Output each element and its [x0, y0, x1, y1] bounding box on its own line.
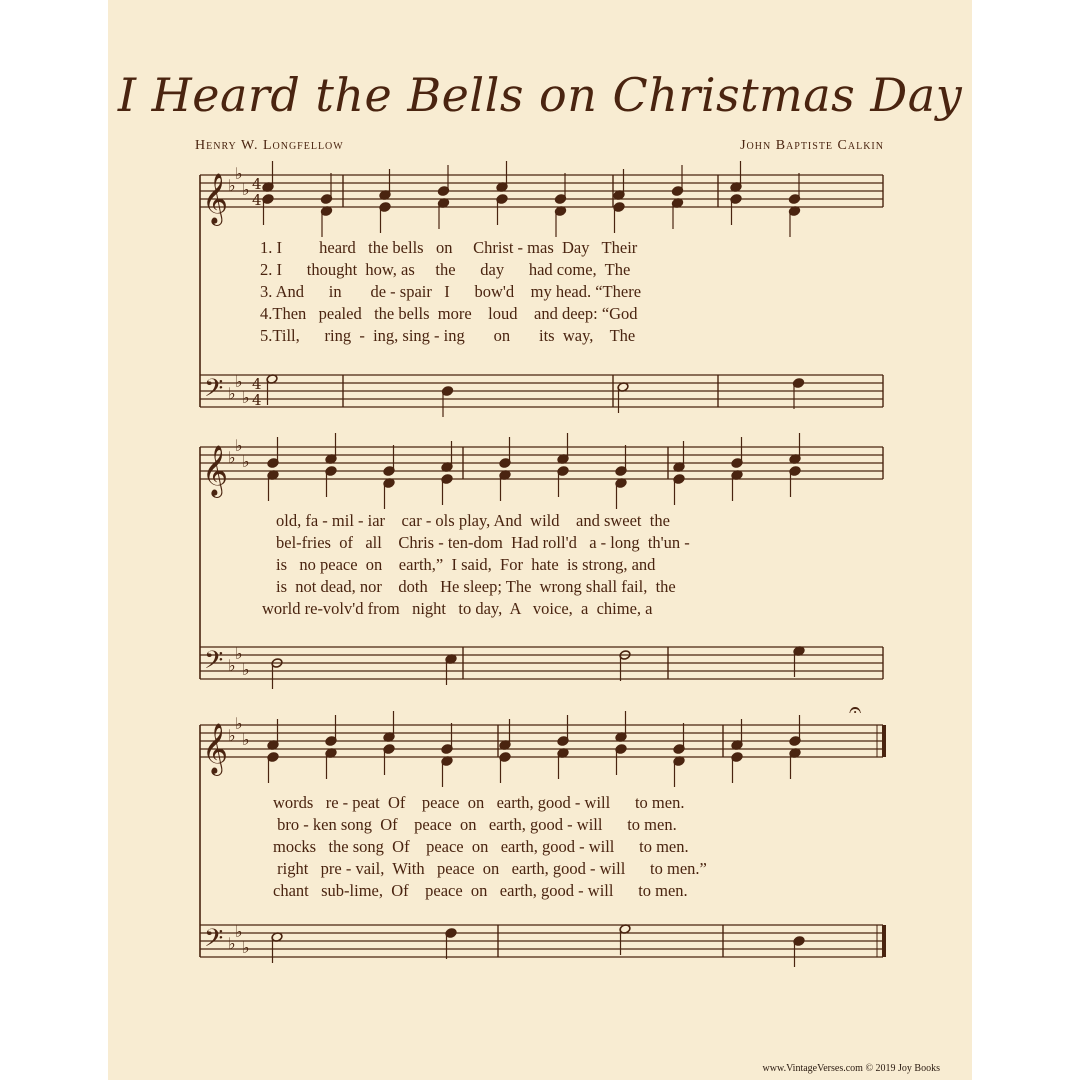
- lyric-line: is no peace on earth,” I said, For hate is strong, and: [276, 555, 656, 574]
- final-barline: [882, 725, 886, 757]
- hymn-title: I Heard the Bells on Christmas Day: [117, 68, 963, 122]
- footer-credit: www.VintageVerses.com © 2019 Joy Books: [762, 1063, 940, 1074]
- lyric-line: is not dead, nor doth He sleep; The wrong shall fail, the: [276, 577, 676, 596]
- lyric-line: world re-volv'd from night to day, A voice, a chime, a: [262, 599, 653, 618]
- final-barline: [882, 925, 886, 957]
- flat-icon: ♭: [235, 644, 243, 663]
- bass-clef: 𝄢: [204, 646, 224, 681]
- poet-credit: Henry W. Longfellow: [195, 138, 344, 153]
- lyric-line: 5.Till, ring - ing, sing - ing on its way, The: [260, 326, 636, 345]
- flat-icon: ♭: [228, 448, 236, 467]
- flat-icon: ♭: [228, 176, 236, 195]
- flat-icon: ♭: [235, 922, 243, 941]
- time-signature: 4: [252, 175, 262, 193]
- lyric-line: right pre - vail, With peace on earth, good - will to men.”: [273, 859, 707, 878]
- flat-icon: ♭: [228, 656, 236, 675]
- lyric-line: chant sub-lime, Of peace on earth, good - will to men.: [273, 881, 688, 900]
- lyric-line: mocks the song Of peace on earth, good - will to men.: [273, 837, 689, 856]
- flat-icon: ♭: [242, 938, 250, 957]
- composer-credit: John Baptiste Calkin: [740, 138, 884, 153]
- flat-icon: ♭: [242, 452, 250, 471]
- time-signature: 4: [252, 191, 262, 209]
- treble-clef: 𝄞: [202, 173, 229, 224]
- fermata-icon: 𝄐: [849, 698, 862, 723]
- flat-icon: ♭: [235, 436, 243, 455]
- lyric-line: 1. I heard the bells on Christ - mas Day Their: [260, 238, 638, 257]
- treble-clef: 𝄞: [202, 723, 229, 774]
- lyric-line: bro - ken song Of peace on earth, good - will to men.: [273, 815, 677, 834]
- bass-clef: 𝄢: [204, 374, 224, 409]
- lyric-line: old, fa - mil - iar car - ols play, And wild and sweet the: [276, 511, 670, 530]
- flat-icon: ♭: [235, 372, 243, 391]
- lyric-line: 3. And in de - spair I bow'd my head. “There: [260, 282, 642, 301]
- flat-icon: ♭: [242, 180, 250, 199]
- flat-icon: ♭: [242, 388, 250, 407]
- time-signature: 4: [252, 391, 262, 409]
- bass-clef: 𝄢: [204, 924, 224, 959]
- flat-icon: ♭: [242, 730, 250, 749]
- flat-icon: ♭: [242, 660, 250, 679]
- lyric-line: 4.Then pealed the bells more loud and deep: “God: [260, 304, 638, 323]
- flat-icon: ♭: [228, 384, 236, 403]
- treble-clef: 𝄞: [202, 445, 229, 496]
- lyric-line: bel-fries of all Chris - ten-dom Had roll'd a - long th'un -: [276, 533, 690, 552]
- hymn-sheet: [108, 0, 972, 1080]
- flat-icon: ♭: [228, 726, 236, 745]
- flat-icon: ♭: [235, 714, 243, 733]
- lyric-line: words re - peat Of peace on earth, good - will to men.: [273, 793, 685, 812]
- flat-icon: ♭: [228, 934, 236, 953]
- time-signature: 4: [252, 375, 262, 393]
- lyric-line: 2. I thought how, as the day had come, The: [260, 260, 631, 279]
- flat-icon: ♭: [235, 164, 243, 183]
